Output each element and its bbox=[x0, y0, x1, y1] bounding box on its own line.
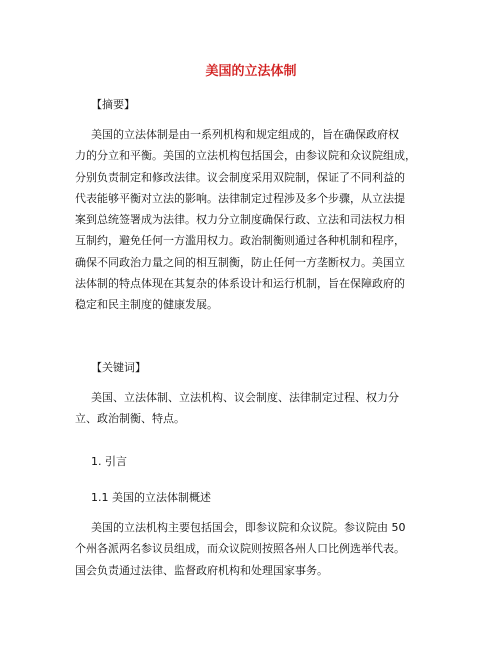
abstract-line: 确保不同政治力量之间的相互制衡，防止任何一方垄断权力。美国立 bbox=[75, 255, 405, 269]
abstract-line: 分别负责制定和修改法律。议会制度采用双院制，保证了不同利益的 bbox=[75, 170, 405, 184]
keywords-line: 美国、立法体制、立法机构、议会制度、法律制定过程、权力分 bbox=[91, 391, 399, 404]
body-line: 美国的立法机构主要包括国会，即参议院和众议院。参议院由 50 bbox=[91, 521, 406, 534]
keywords-paragraph bbox=[75, 387, 435, 430]
keywords-heading: 【关键词】 bbox=[91, 361, 146, 374]
section-1-heading: 1. 引言 bbox=[91, 455, 127, 468]
document-title: 美国的立法体制 bbox=[205, 64, 297, 79]
abstract-line: 互制约，避免任何一方滥用权力。政治制衡则通过各种机制和程序， bbox=[75, 234, 405, 248]
abstract-heading: 【摘要】 bbox=[91, 98, 135, 111]
abstract-line: 法体制的特点体现在其复杂的体系设计和运行机制，旨在保障政府的 bbox=[75, 277, 405, 291]
keywords-line: 立、政治制衡、特点。 bbox=[75, 412, 185, 426]
abstract-paragraph bbox=[75, 124, 435, 316]
abstract-line: 美国的立法体制是由一系列机构和规定组成的，旨在确保政府权 bbox=[91, 128, 399, 141]
abstract-line: 代表能够平衡对立法的影响。法律制定过程涉及多个步骤，从立法提 bbox=[75, 191, 405, 205]
body-paragraph bbox=[75, 517, 435, 581]
abstract-line: 稳定和民主制度的健康发展。 bbox=[75, 298, 218, 312]
section-1-1-heading: 1.1 美国的立法体制概述 bbox=[91, 491, 211, 504]
body-line: 国会负责通过法律、监督政府机构和处理国家事务。 bbox=[75, 563, 328, 577]
abstract-line: 力的分立和平衡。美国的立法机构包括国会，由参议院和众议院组成， bbox=[75, 149, 416, 163]
abstract-line: 案到总统签署成为法律。权力分立制度确保行政、立法和司法权力相 bbox=[75, 213, 405, 227]
body-line: 个州各派两名参议员组成，而众议院则按照各州人口比例选举代表。 bbox=[75, 542, 405, 556]
